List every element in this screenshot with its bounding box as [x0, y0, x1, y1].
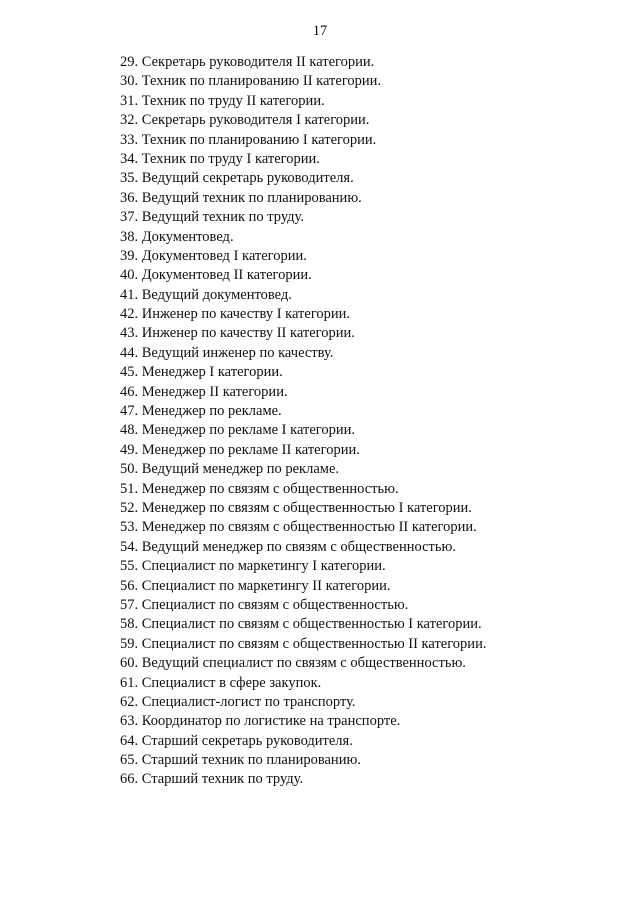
list-item: 37. Ведущий техник по труду.: [120, 209, 304, 226]
list-item: 66. Старший техник по труду.: [120, 771, 304, 788]
list-item: 56. Специалист по маркетингу II категории.: [120, 577, 391, 594]
list-item: 30. Техник по планированию II категории.: [120, 73, 382, 90]
list-item: 40. Документовед II категории.: [120, 267, 312, 284]
list-item: 35. Ведущий секретарь руководителя.: [120, 170, 354, 187]
list-item: 51. Менеджер по связям с общественностью.: [120, 480, 399, 497]
page-number: 17: [312, 23, 328, 39]
list-item: 55. Специалист по маркетингу I категории.: [120, 558, 386, 575]
list-item: 64. Старший секретарь руководителя.: [120, 732, 353, 749]
list-item: 59. Специалист по связям с общественностью II категории.: [120, 635, 487, 652]
list-item: 63. Координатор по логистике на транспорте.: [120, 713, 401, 730]
list-item: 62. Специалист-логист по транспорту.: [120, 693, 356, 710]
list-item: 65. Старший техник по планированию.: [120, 752, 361, 769]
list-item: 29. Секретарь руководителя II категории.: [120, 54, 375, 70]
list-item: 38. Документовед.: [120, 228, 234, 245]
list-item: 39. Документовед I категории.: [120, 247, 307, 264]
list-item: 31. Техник по труду II категории.: [120, 92, 325, 109]
list-item: 53. Менеджер по связям с общественностью II категории.: [120, 519, 477, 536]
list-item: 36. Ведущий техник по планированию.: [120, 189, 362, 206]
list-item: 54. Ведущий менеджер по связям с общественностью.: [120, 538, 456, 555]
list-item: 34. Техник по труду I категории.: [120, 150, 320, 167]
list-item: 49. Менеджер по рекламе II категории.: [120, 441, 360, 458]
list-item: 44. Ведущий инженер по качеству.: [120, 344, 334, 361]
list-item: 60. Ведущий специалист по связям с общественностью.: [120, 655, 466, 672]
list-item: 33. Техник по планированию I категории.: [120, 131, 377, 148]
list-item: 42. Инженер по качеству I категории.: [120, 306, 351, 323]
list-item: 43. Инженер по качеству II категории.: [120, 325, 355, 342]
list-item: 48. Менеджер по рекламе I категории.: [120, 422, 356, 439]
list-item: 58. Специалист по связям с общественностью I категории.: [120, 616, 482, 633]
list-item: 61. Специалист в сфере закупок.: [120, 674, 322, 691]
list-item: 41. Ведущий документовед.: [120, 286, 292, 303]
list-item: 52. Менеджер по связям с общественностью I категории.: [120, 499, 472, 516]
list-item: 32. Секретарь руководителя I категории.: [120, 112, 370, 129]
position-list: [120, 53, 620, 790]
list-item: 50. Ведущий менеджер по рекламе.: [120, 461, 340, 478]
list-item: 57. Специалист по связям с общественностью.: [120, 596, 409, 613]
list-item: 47. Менеджер по рекламе.: [120, 403, 282, 420]
list-item: 46. Менеджер II категории.: [120, 383, 288, 400]
list-item: 45. Менеджер I категории.: [120, 364, 283, 381]
